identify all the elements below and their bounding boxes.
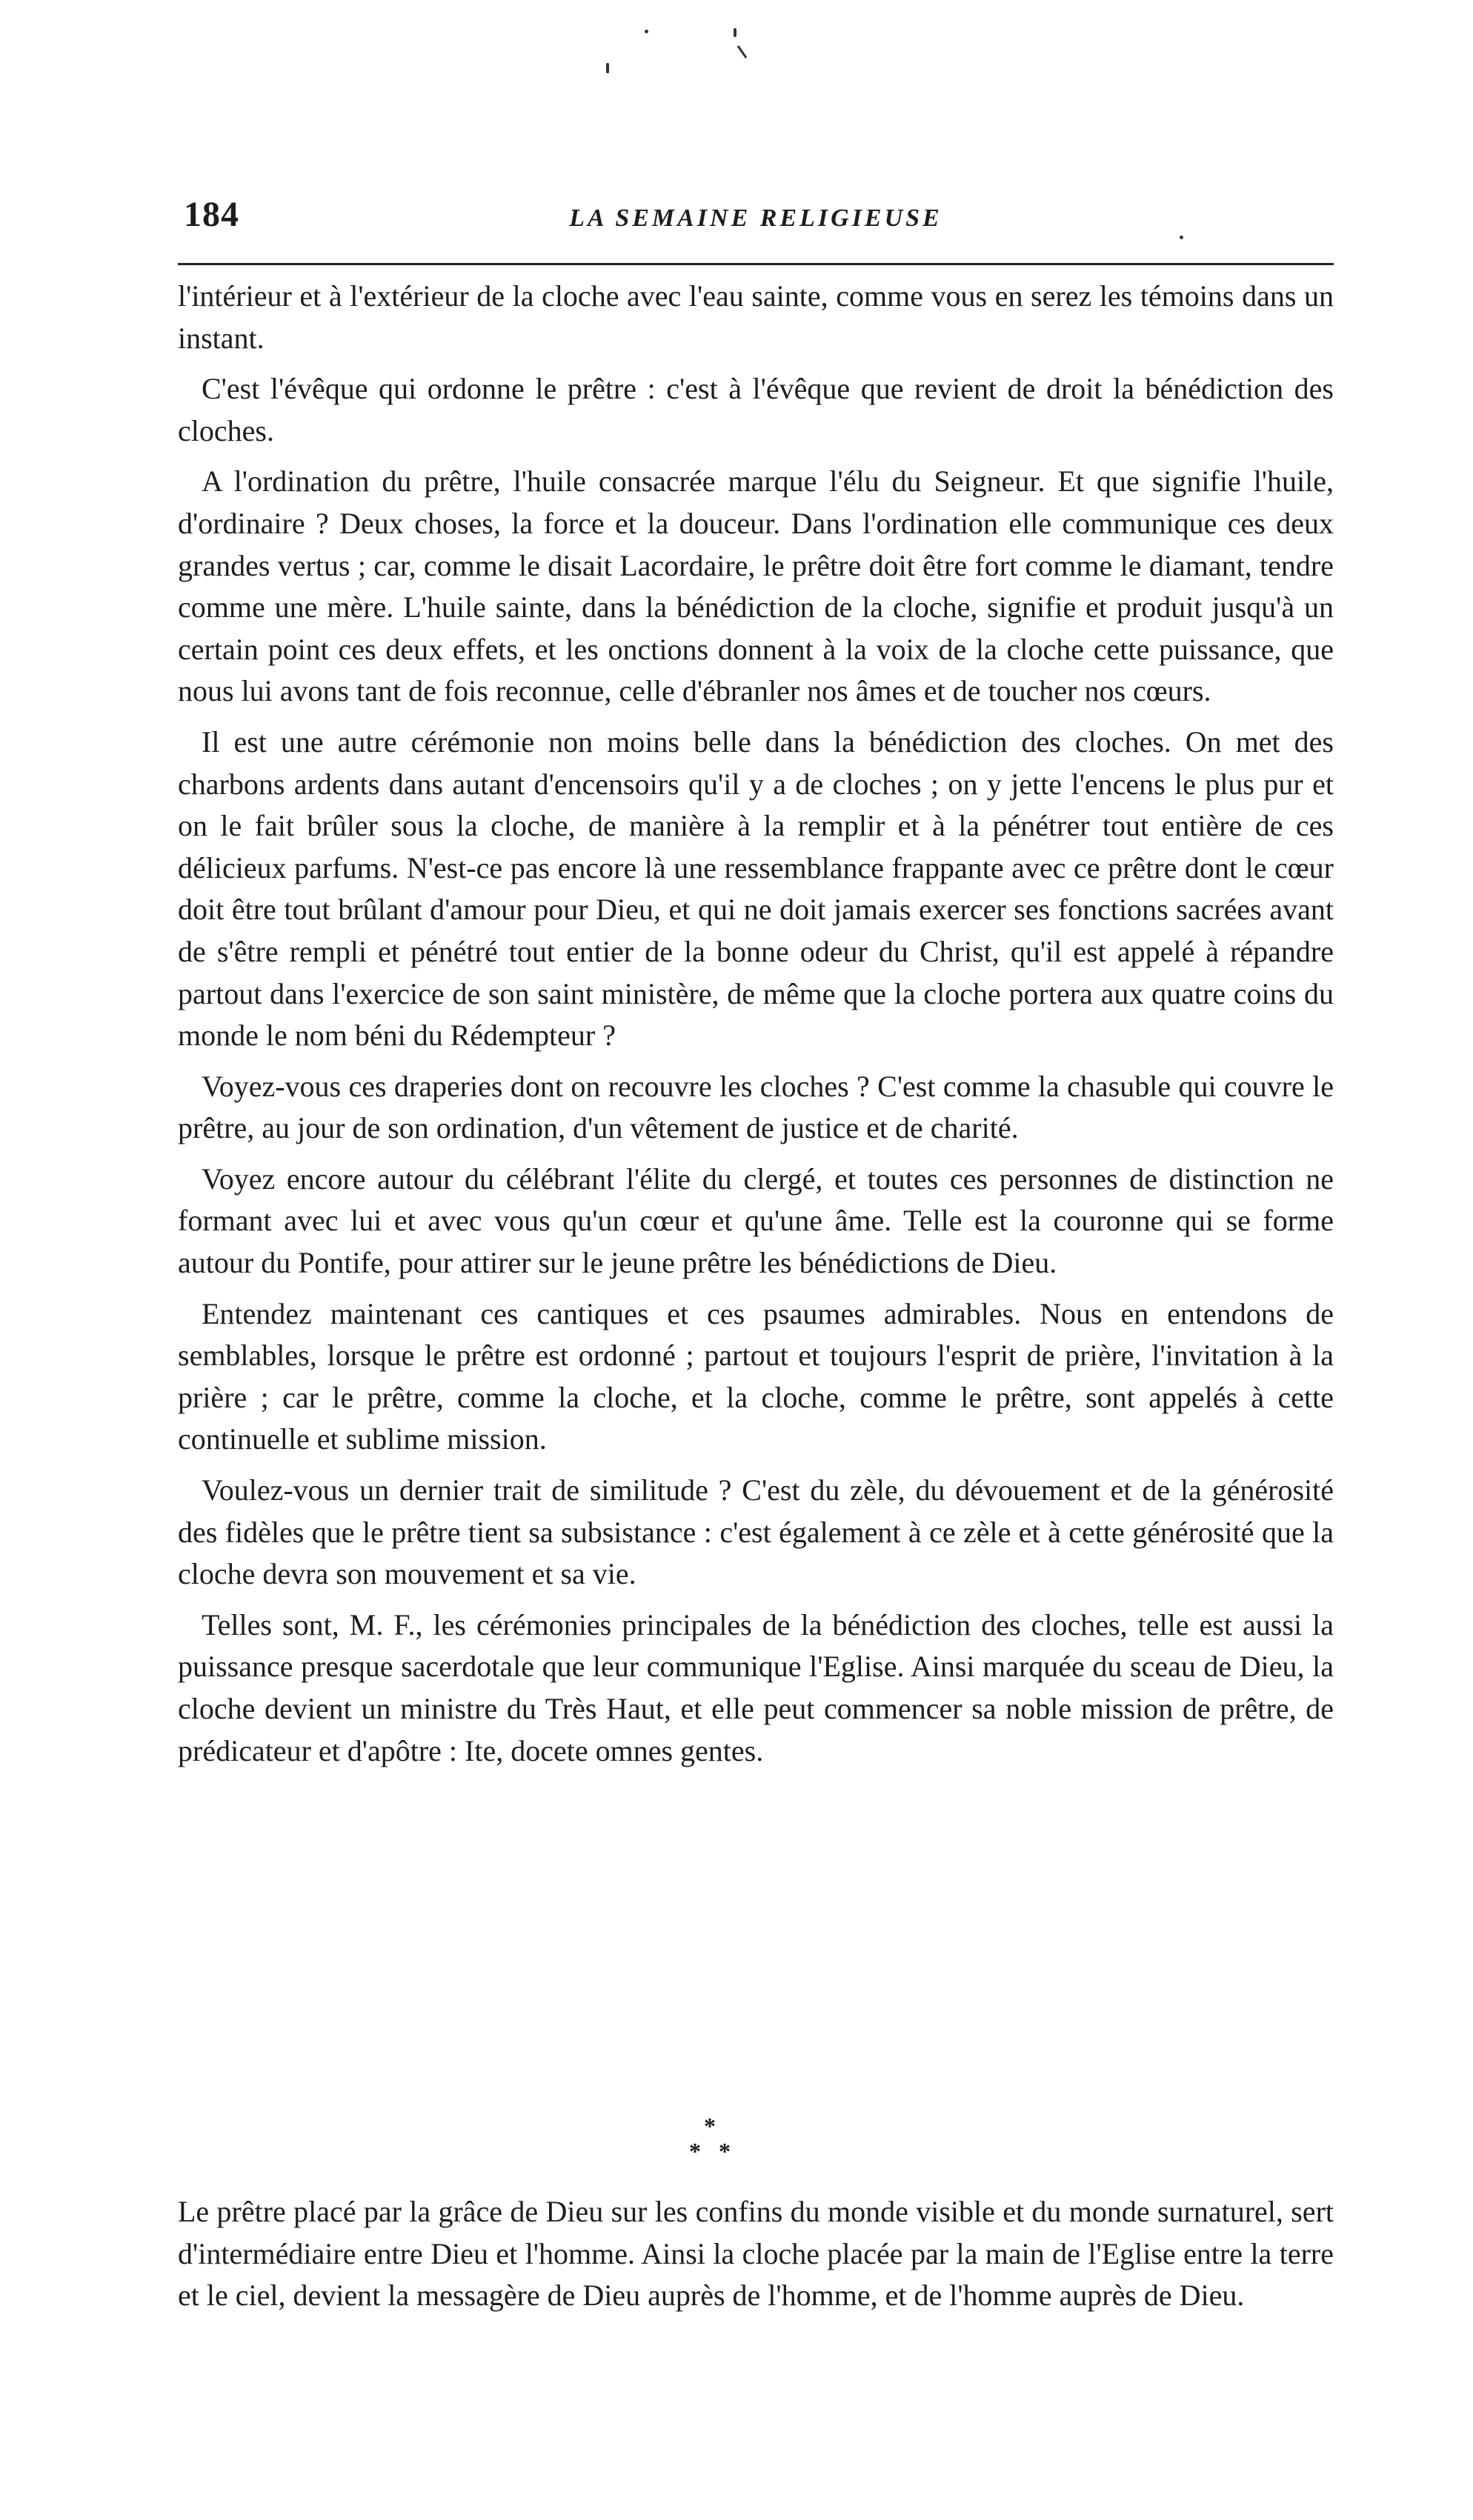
asterism-glyphs [667,2114,756,2173]
paragraph: Voyez-vous ces draperies dont on recouvre les cloches ? C'est comme la chasuble qui couvre le prêtre, au jour de son ordination, d'un vêtement de justice et de charité. [178,1069,1334,1145]
main-text [178,276,1334,1781]
asterisk-icon: * [719,2138,731,2164]
closing-paragraph: Le prêtre placé par la grâce de Dieu sur les confins du monde visible et du monde surnaturel, sert d'intermédiaire entre Dieu et l'homme. Ainsi la cloche placée par la main de l'Eglise entre la terre et le ciel, devient la messagère de Dieu auprès de l'homme, et de l'homme auprès de Dieu. [178,2195,1334,2313]
paragraph: l'intérieur et à l'extérieur de la cloche avec l'eau sainte, comme vous en serez les témoins dans un instant. [178,279,1334,355]
print-speck [606,63,609,73]
asterisk-icon: * [704,2113,716,2139]
paragraph: C'est l'évêque qui ordonne le prêtre : c'est à l'évêque que revient de droit la bénédiction des cloches. [178,372,1334,447]
closing-text [178,2191,1334,2317]
paragraph: Telles sont, M. F., les cérémonies principales de la bénédiction des cloches, telle est aussi la puissance presque sacerdotale que leur communique l'Eglise. Ainsi marquée du sceau de Dieu, la cloche devient un ministre du Très Haut, et elle peut commencer sa noble mission de prêtre, de prédicateur et d'apôtre : Ite, docete omnes gentes. [178,1607,1334,1767]
paragraph: Voulez-vous un dernier trait de similitude ? C'est du zèle, du dévouement et de la générosité des fidèles que le prêtre tient sa subsistance : c'est également à ce zèle et à cette générosité que la cloche devra son mouvement et sa vie. [178,1473,1334,1591]
paragraph: Il est une autre cérémonie non moins belle dans la bénédiction des cloches. On met des charbons ardents dans autant d'encensoirs qu'il y a de cloches ; on y jette l'encens le plus pur et on le fait brûler sous la cloche, de manière à la remplir et à la pénétrer tout entière de ces délicieux parfums. N'est-ce pas encore là une ressemblance frappante avec ce prêtre dont le cœur doit être tout brûlant d'amour pour Dieu, et qui ne doit jamais exercer ses fonctions sacrées avant de s'être rempli et pénétré tout entier de la bonne odeur du Christ, qu'il est appelé à répandre partout dans l'exercice de son saint ministère, de même que la cloche portera aux quatre coins du monde le nom béni du Rédempteur ? [178,724,1334,1053]
running-title: LA SEMAINE RELIGIEUSE [569,204,942,232]
print-speck [645,30,648,33]
paragraph: A l'ordination du prêtre, l'huile consacrée marque l'élu du Seigneur. Et que signifie l'huile, d'ordinaire ? Deux choses, la force et la douceur. Dans l'ordination elle communique ces deux grandes vertus ; car, comme le disait Lacordaire, le prêtre doit être fort comme le diamant, tendre comme une mère. L'huile sainte, dans la bénédiction de la cloche, signifie et produit jusqu'à un certain point ces deux effets, et les onctions donnent à la voix de la cloche cette puissance, que nous lui avons tant de fois reconnue, celle d'ébranler nos âmes et de toucher nos cœurs. [178,464,1334,708]
page-number: 184 [184,195,239,234]
asterisk-icon: * [689,2138,701,2164]
paragraph: Entendez maintenant ces cantiques et ces psaumes admirables. Nous en entendons de semblables, lorsque le prêtre est ordonné ; partout et toujours l'esprit de prière, l'invitation à la prière ; car le prêtre, comme la cloche, et la cloche, comme le prêtre, sont appelés à cette continuelle et sublime mission. [178,1296,1334,1456]
header-rule [178,263,1334,265]
page-header [178,194,1334,246]
print-speck [737,45,748,59]
paragraph: Voyez encore autour du célébrant l'élite du clergé, et toutes ces personnes de distinction ne formant avec lui et avec vous qu'un cœur et qu'une âme. Telle est la couronne qui se forme autour du Pontife, pour attirer sur le jeune prêtre les bénédictions de Dieu. [178,1161,1334,1280]
print-speck [734,28,736,37]
